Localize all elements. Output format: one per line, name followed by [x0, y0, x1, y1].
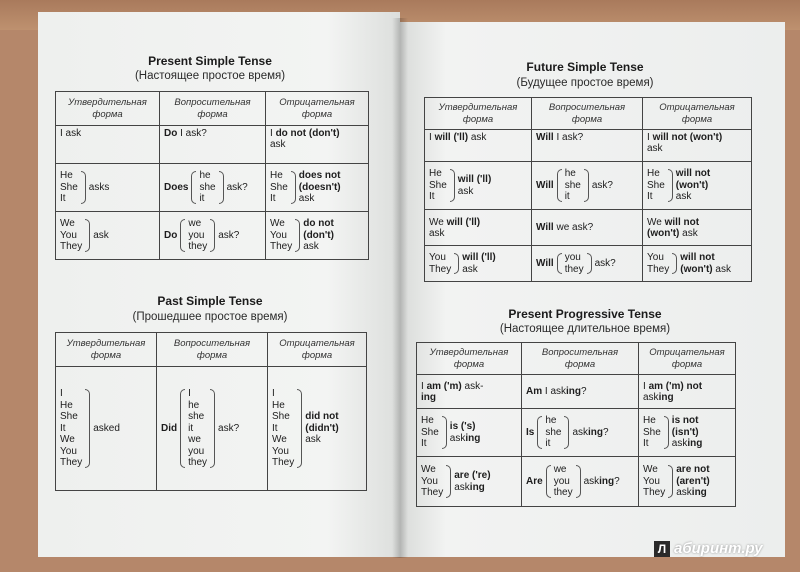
cell-negative: He She It will not (won't) ask: [643, 162, 752, 210]
cell-negative: We You They do not (don't) ask: [266, 212, 369, 260]
cell-affirmative: We You They ask: [56, 212, 160, 260]
table-row: [425, 130, 752, 162]
cell-negative: He She It does not (doesn't) ask: [266, 164, 369, 212]
cell-interrogative: Do we you they ask?: [160, 212, 266, 260]
table-row: [425, 246, 752, 282]
cell-interrogative: Will I ask?: [532, 130, 643, 162]
past-simple-title: Past Simple Tense: [157, 294, 263, 308]
watermark-text: абиринт.ру: [674, 540, 763, 557]
header-interrogative: Вопросительная форма: [160, 92, 266, 126]
cell-affirmative: He She It will ('ll) ask: [425, 162, 532, 210]
future-simple-subtitle: (Будущее простое время): [516, 77, 654, 89]
past-simple-table: [55, 332, 367, 491]
cell-affirmative: You They will ('ll) ask: [425, 246, 532, 282]
future-simple-table: [424, 97, 752, 282]
future-simple-title: Future Simple Tense: [526, 60, 644, 74]
cell-interrogative: Will you they ask?: [532, 246, 643, 282]
header-negative: Отрицательная форма: [268, 333, 367, 367]
table-row: [425, 210, 752, 246]
table-row: [425, 162, 752, 210]
present-progressive-subtitle: (Настоящее длительное время): [499, 323, 671, 335]
present-progressive-title: Present Progressive Tense: [508, 307, 662, 321]
cell-interrogative: Is he she it asking?: [522, 409, 639, 457]
cell-affirmative: I am ('m) ask- ing: [417, 375, 522, 409]
cell-interrogative: Does he she it ask?: [160, 164, 266, 212]
cell-negative: You They will not (won't) ask: [643, 246, 752, 282]
table-row: [417, 457, 736, 507]
present-simple-table: [55, 91, 369, 260]
cell-affirmative: He She It is ('s) asking: [417, 409, 522, 457]
header-affirmative: Утвердительная форма: [417, 343, 522, 375]
cell-interrogative: Will we ask?: [532, 210, 643, 246]
cell-interrogative: Am I asking?: [522, 375, 639, 409]
header-affirmative: Утвердительная форма: [56, 92, 160, 126]
cell-interrogative: Do I ask?: [160, 126, 266, 164]
table-row: [56, 126, 369, 164]
present-progressive-table: [416, 342, 736, 507]
cell-affirmative: We will ('ll) ask: [425, 210, 532, 246]
table-row: [417, 409, 736, 457]
header-negative: Отрицательная форма: [643, 98, 752, 130]
cell-negative: I am ('m) not asking: [639, 375, 736, 409]
header-affirmative: Утвердительная форма: [425, 98, 532, 130]
cell-interrogative: Did I he she it we you they ask?: [157, 367, 268, 491]
cell-affirmative: I ask: [56, 126, 160, 164]
cell-interrogative: Will he she it ask?: [532, 162, 643, 210]
cell-negative: I He She It We You They did not (didn't) ask: [268, 367, 367, 491]
header-interrogative: Вопросительная форма: [157, 333, 268, 367]
header-negative: Отрицательная форма: [266, 92, 369, 126]
cell-affirmative: He She It asks: [56, 164, 160, 212]
cell-affirmative: We You They are ('re) asking: [417, 457, 522, 507]
cell-affirmative: I He She It We You They asked: [56, 367, 157, 491]
cell-negative: I do not (don't) ask: [266, 126, 369, 164]
cell-negative: He She It is not (isn't) asking: [639, 409, 736, 457]
cell-interrogative: Are we you they asking?: [522, 457, 639, 507]
table-row: [56, 164, 369, 212]
cell-negative: I will not (won't) ask: [643, 130, 752, 162]
header-affirmative: Утвердительная форма: [56, 333, 157, 367]
book-gutter: [392, 18, 408, 558]
cell-negative: We You They are not (aren't) asking: [639, 457, 736, 507]
table-row: [56, 212, 369, 260]
header-interrogative: Вопросительная форма: [532, 98, 643, 130]
table-row: [417, 375, 736, 409]
table-row: [56, 367, 367, 491]
cell-affirmative: I will ('ll) ask: [425, 130, 532, 162]
labirint-logo-icon: Л: [654, 541, 670, 557]
header-interrogative: Вопросительная форма: [522, 343, 639, 375]
present-simple-subtitle: (Настоящее простое время): [134, 70, 286, 82]
present-simple-title: Present Simple Tense: [148, 54, 272, 68]
header-negative: Отрицательная форма: [639, 343, 736, 375]
past-simple-subtitle: (Прошедшее простое время): [132, 311, 288, 323]
cell-negative: We will not (won't) ask: [643, 210, 752, 246]
labirint-watermark: [654, 540, 763, 557]
